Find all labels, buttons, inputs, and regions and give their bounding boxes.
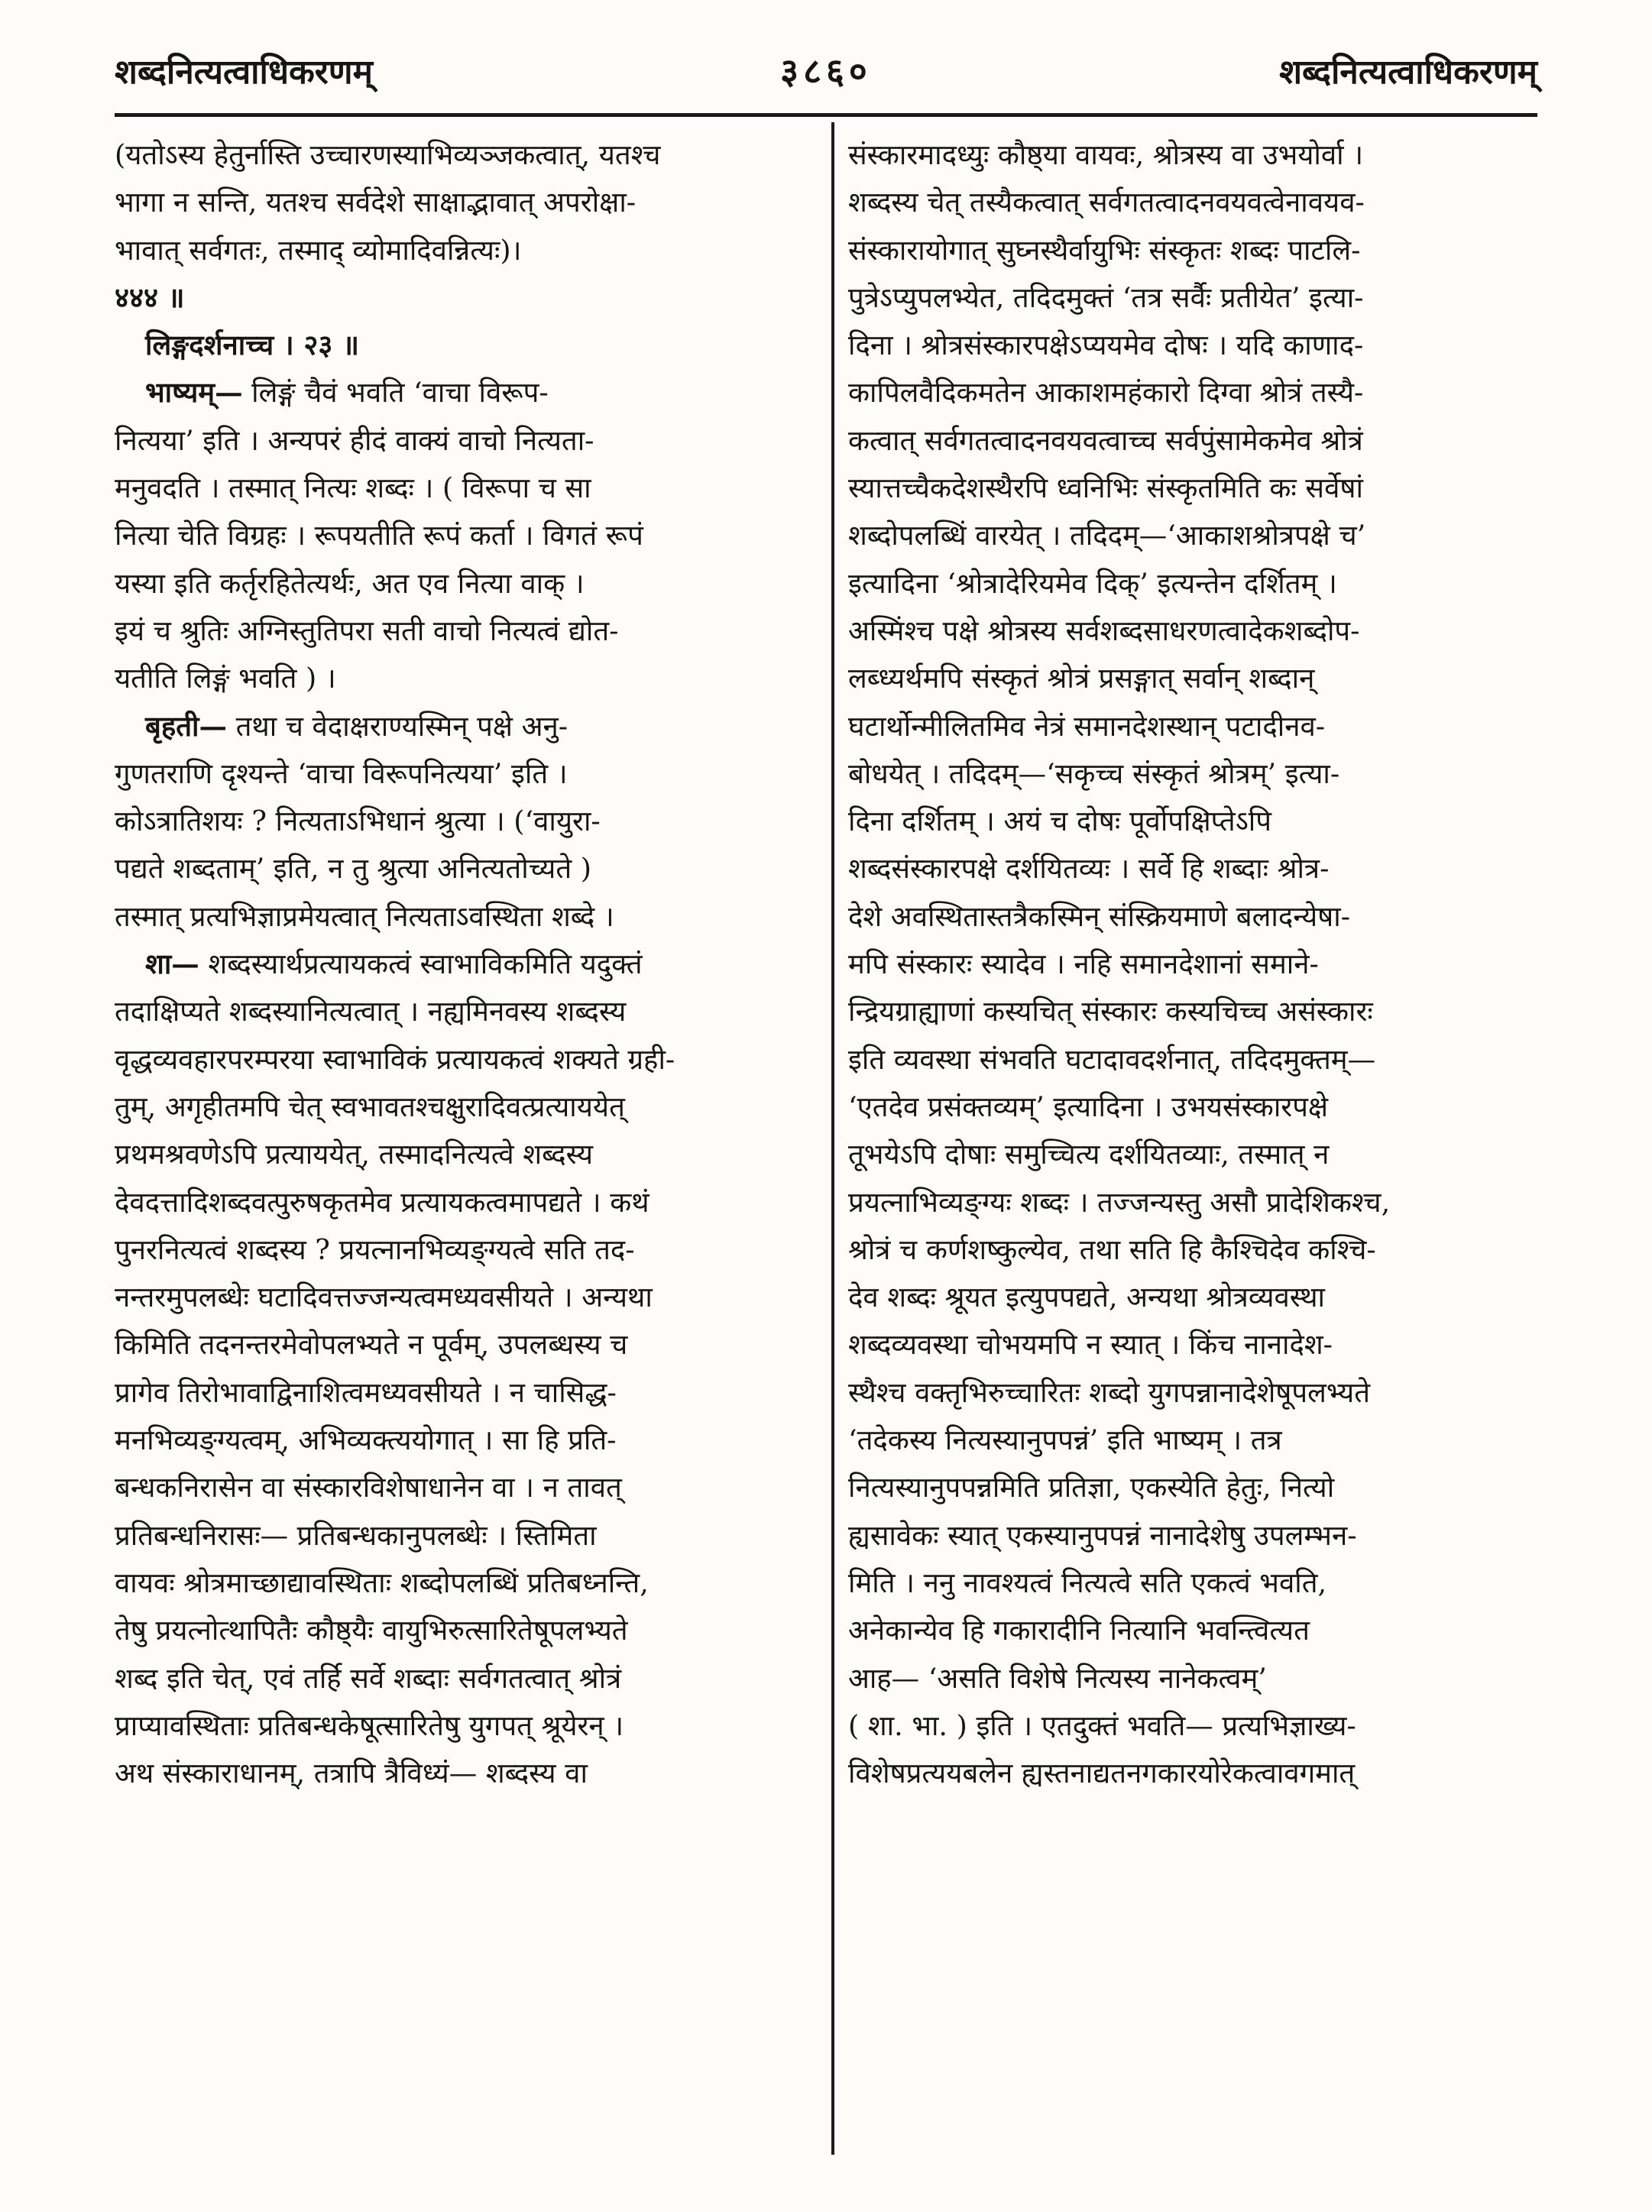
text-line [115,988,818,1035]
section-label: बृहती— [145,709,227,743]
line-text: संस्कारायोगात् सुघ्नस्थैर्वायुभिः संस्कृतः शब्दः पाटलि- [848,233,1361,267]
line-text: पुत्रेऽप्युपलभ्येत, तदिदमुक्तं ‘तत्र सर्वैः प्रतीयेत’ इत्या- [848,280,1364,314]
text-line [848,274,1551,322]
line-text: कत्वात् सर्वगतत्वादनवयवत्वाच्च सर्वपुंसामेकमेव श्रोत्रं [848,423,1363,457]
line-text: देव शब्दः श्रूयत इत्युपपद्यते, अन्यथा श्रोत्रव्यवस्था [848,1281,1326,1314]
line-text: अथ संस्काराधानम्, तत्रापि त्रैविध्यं— शब्दस्य वा [115,1757,588,1790]
line-text: कापिलवैदिकमतेन आकाशमहंकारो दिग्वा श्रोत्रं तस्यै- [848,376,1364,410]
text-line [115,750,818,798]
line-text: इयं च श्रुतिः अग्निस्तुतिपरा सती वाचो नित्यत्वं द्योत- [115,614,619,647]
text-line [115,512,818,559]
text-line [848,1464,1551,1511]
text-line [115,1607,818,1654]
line-text: प्रयत्नाभिव्यङ्ग्यः शब्दः । तज्जन्यस्तु असौ प्रादेशिकश्च, [848,1185,1391,1219]
line-text: किमिति तदनन्तरमेवोपलभ्यते न पूर्वम्, उपलब्धस्य च [115,1328,628,1362]
text-line [115,417,818,465]
text-line [115,655,818,702]
text-line [848,1083,1551,1131]
text-line [115,179,818,226]
line-text: शब्दव्यवस्था चोभयमपि न स्यात् । किंच नानादेश- [848,1328,1333,1362]
text-line [115,1226,818,1274]
line-text: संस्कारमादध्युः कौष्ठ्या वायवः, श्रोत्रस्य वा उभयोर्वा । [848,138,1364,171]
text-line [848,703,1551,750]
right-text-column [848,131,1551,2149]
line-text: प्रागेव तिरोभावाद्विनाशित्वमध्यवसीयते । न चासिद्ध- [115,1375,617,1409]
line-text: कोऽत्रातिशयः ? नित्यताऽभिधानं श्रुत्या । (‘वायुरा- [115,805,601,838]
line-text: श्रोत्रं च कर्णशष्कुल्येव, तथा सति हि कैश्चिदेव कश्चि- [848,1232,1376,1266]
text-line [848,417,1551,465]
line-text: मनभिव्यङ्ग्यत्वम्, अभिव्यक्त्ययोगात् । सा हि प्रति- [115,1423,617,1457]
text-line [848,369,1551,416]
text-line [848,988,1551,1035]
text-line [848,1321,1551,1368]
text-line [848,1179,1551,1226]
text-line [115,798,818,845]
text-line [115,369,818,416]
line-text: स्थैश्च वक्तृभिरुच्चारितः शब्दो युगपन्नानादेशेषूपलभ्यते [848,1375,1371,1409]
text-line [848,750,1551,798]
line-text: यतीति लिङ्गं भवति ) । [115,662,336,695]
text-line [848,1702,1551,1750]
line-text: विशेषप्रत्ययबलेन ह्यस्तनाद्यतनगकारयोरेकत्वावगमात् [848,1757,1356,1790]
text-line [115,1369,818,1417]
line-text: प्राप्यावस्थिताः प्रतिबन्धकेषूत्सारितेषु युगपत् श्रूयेरन् । [115,1708,624,1742]
line-text: लब्ध्यर्थमपि संस्कृतं श्रोत्रं प्रसङ्गात् सर्वान् शब्दान् [848,662,1315,695]
left-text-column [115,131,818,2149]
line-text: शब्दस्यार्थप्रत्यायकत्वं स्वाभाविकमिति यदुक्तं [199,947,643,981]
line-text: नित्यस्यानुपपन्नमिति प्रतिज्ञा, एकस्येति हेतुः, नित्यो [848,1471,1335,1504]
line-text: तस्मात् प्रत्यभिज्ञाप्रमेयत्वात् नित्यताऽवस्थिता शब्दे । [115,899,614,933]
line-text: स्यात्तच्चैकदेशस्थैरपि ध्वनिभिः संस्कृतमिति कः सर्वेषां [848,471,1363,505]
text-line [848,1512,1551,1559]
line-text: शब्दोपलब्धिं वारयेत् । तदिदम्—‘आकाशश्रोत्रपक्षे च’ [848,519,1366,552]
line-text: अस्मिंश्च पक्षे श्रोत्रस्य सर्वशब्दसाधरणत्वादेकशब्दोप- [848,614,1360,647]
line-text: शब्दसंस्कारपक्षे दर्शयितव्यः । सर्वे हि शब्दाः श्रोत्र- [848,852,1330,886]
text-line [848,1655,1551,1702]
text-line [115,893,818,941]
text-line [848,1750,1551,1797]
text-line [115,1179,818,1226]
line-text: ह्यसावेकः स्यात् एकस्यानुपपन्नं नानादेशेषु उपलम्भन- [848,1518,1357,1552]
line-text: दिना । श्रोत्रसंस्कारपक्षेऽप्ययमेव दोषः । यदि काणाद- [848,329,1364,362]
line-text: मिति । ननु नावश्यत्वं नित्यत्वे सति एकत्वं भवति, [848,1566,1327,1599]
text-line [848,1417,1551,1464]
line-text: तदाक्षिप्यते शब्दस्यानित्यत्वात् । नह्यमिनवस्य शब्दस्य [115,995,627,1028]
text-line [848,512,1551,559]
text-line [115,227,818,274]
text-line [115,703,818,750]
text-line [115,607,818,655]
line-text: पद्यते शब्दताम्’ इति, न तु श्रुत्या अनित्यतोच्यते ) [115,852,591,886]
line-text: नित्यया’ इति । अन्यपरं हीदं वाक्यं वाचो नित्यता- [115,423,594,457]
text-line [115,1083,818,1131]
text-line [115,845,818,892]
text-line [848,798,1551,845]
text-line [848,893,1551,941]
line-text: तुम्, अगृहीतमपि चेत् स्वभावतश्चक्षुरादिवत्प्रत्याययेत् [115,1090,625,1123]
line-text: भावात् सर्वगतः, तस्माद् व्योमादिवन्नित्यः)। [115,233,522,267]
text-line [848,131,1551,179]
line-text: यस्या इति कर्तृरहितेत्यर्थः, अत एव नित्या वाक् । [115,566,585,600]
line-text: मपि संस्कारः स्यादेव । नहि समानदेशानां समाने- [848,947,1319,981]
section-label: शा— [145,947,199,981]
text-line [848,941,1551,988]
text-line [848,179,1551,226]
line-text: नन्तरमुपलब्धेः घटादिवत्तज्जन्यत्वमध्यवसीयते । अन्यथा [115,1281,653,1314]
text-line [848,655,1551,702]
text-line [115,1464,818,1511]
line-text: भागा न सन्ति, यतश्च सर्वदेशे साक्षाद्भावात् अपरोक्षा- [115,186,637,219]
line-text: नित्या चेति विग्रहः । रूपयतीति रूपं कर्ता । विगतं रूपं [115,519,643,552]
column-divider [831,122,834,2155]
text-line [115,1274,818,1321]
text-line [115,560,818,607]
text-line [848,465,1551,512]
text-line [115,131,818,179]
line-text: देशे अवस्थितास्तत्रैकस्मिन् संस्क्रियमाणे बलादन्येषा- [848,899,1351,933]
line-text: इत्यादिना ‘श्रोत्रादेरियमेव दिक्’ इत्यन्तेन दर्शितम् । [848,566,1337,600]
text-line [115,1417,818,1464]
header-right-title: शब्दनित्यत्वाधिकरणम् [1279,53,1537,92]
text-line [848,1226,1551,1274]
text-line [115,1036,818,1083]
text-line [848,1559,1551,1607]
text-line [848,607,1551,655]
line-text: प्रतिबन्धनिरासः— प्रतिबन्धकानुपलब्धेः । स्तिमिता [115,1518,597,1552]
text-line [848,1607,1551,1654]
line-text: मनुवदति । तस्मात् नित्यः शब्दः । ( विरूपा च सा [115,471,591,505]
text-line [115,1750,818,1797]
text-line [115,1321,818,1368]
text-line [115,1559,818,1607]
line-text: दिना दर्शितम् । अयं च दोषः पूर्वोपक्षिप्तेऽपि [848,805,1271,838]
line-text: वृद्धव्यवहारपरम्परया स्वाभाविकं प्रत्यायकत्वं शक्यते ग्रही- [115,1042,675,1076]
text-line [115,1702,818,1750]
line-text: देवदत्तादिशब्दवत्पुरुषकृतमेव प्रत्यायकत्वमापद्यते । कथं [115,1185,649,1219]
line-text: ‘एतदेव प्रसंक्तव्यम्’ इत्यादिना । उभयसंस्कारपक्षे [848,1090,1329,1123]
text-line [848,227,1551,274]
header-left-title: शब्दनित्यत्वाधिकरणम् [115,53,373,92]
line-text: पुनरनित्यत्वं शब्दस्य ? प्रयत्नानभिव्यङ्ग्यत्वे सति तद- [115,1232,635,1266]
line-text: बन्धकनिरासेन वा संस्कारविशेषाधानेन वा । न तावत् [115,1471,622,1504]
line-text: वायवः श्रोत्रमाच्छाद्यावस्थिताः शब्दोपलब्धिं प्रतिबध्नन्ति, [115,1566,649,1599]
text-line [848,1036,1551,1083]
text-line [115,1512,818,1559]
line-text: बोधयेत् । तदिदम्—‘सकृच्च संस्कृतं श्रोत्रम्’ इत्या- [848,756,1340,790]
text-line [115,1655,818,1702]
section-label: लिङ्गदर्शनाच्च । २३ ॥ [145,329,359,362]
line-text: तूभयेऽपि दोषाः समुच्चित्य दर्शयितव्याः, तस्मात् न [848,1138,1330,1171]
page-number: ३८६० [780,50,872,92]
line-text: इति व्यवस्था संभवति घटादावदर्शनात्, तदिदमुक्तम्— [848,1042,1376,1076]
text-line [848,322,1551,369]
section-label: भाष्यम्— [145,376,243,410]
line-text: न्द्रियग्राह्याणां कस्यचित् संस्कारः कस्यचिच्च असंस्कारः [848,995,1373,1028]
text-line [848,560,1551,607]
line-text: अनेकान्येव हि गकारादीनि नित्यानि भवन्त्वित्यत [848,1614,1310,1647]
line-text: (यतोऽस्य हेतुर्नास्ति उच्चारणस्याभिव्यञ्जकत्वात्, यतश्च [115,138,661,171]
line-text: तथा च वेदाक्षराण्यस्मिन् पक्षे अनु- [226,709,568,743]
text-line [115,322,818,369]
text-line [848,1131,1551,1178]
line-text: ‘तदेकस्य नित्यस्यानुपपन्नं’ इति भाष्यम् । तत्र [848,1423,1282,1457]
header-rule [115,113,1537,117]
text-line [115,1131,818,1178]
line-text: ( शा. भा. ) इति । एतदुक्तं भवति— प्रत्यभिज्ञाख्य- [848,1708,1356,1742]
running-header [115,40,1537,101]
line-text: ४४४ ॥ [115,280,185,314]
line-text: आह— ‘असति विशेषे नित्यस्य नानेकत्वम्’ [848,1661,1267,1695]
line-text: शब्द इति चेत्, एवं तर्हि सर्वे शब्दाः सर्वगतत्वात् श्रोत्रं [115,1661,622,1695]
text-line [848,1369,1551,1417]
line-text: गुणतराणि दृश्यन्ते ‘वाचा विरूपनित्यया’ इति । [115,756,568,790]
line-text: तेषु प्रयत्नोत्थापितैः कौष्ठ्यैः वायुभिरुत्सारितेषूपलभ्यते [115,1614,628,1647]
line-text: प्रथमश्रवणेऽपि प्रत्याययेत्, तस्मादनित्यत्वे शब्दस्य [115,1138,594,1171]
line-text: घटार्थोन्मीलितमिव नेत्रं समानदेशस्थान् पटादीनव- [848,709,1326,743]
text-line [115,465,818,512]
text-line [848,845,1551,892]
text-line [115,941,818,988]
line-text: लिङ्गं चैवं भवति ‘वाचा विरूप- [242,376,549,410]
line-text: शब्दस्य चेत् तस्यैकत्वात् सर्वगतत्वादनवयवत्वेनावयव- [848,186,1365,219]
text-line [115,274,818,322]
text-line [848,1274,1551,1321]
